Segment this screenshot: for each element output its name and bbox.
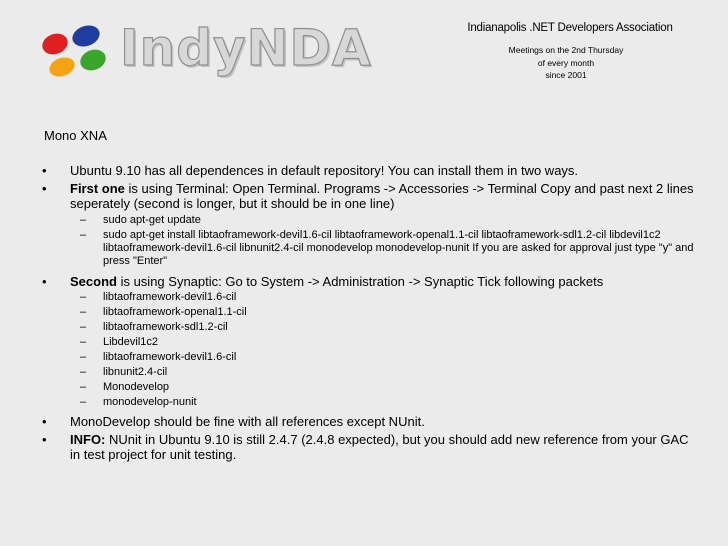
sub-item [40, 291, 700, 304]
sub-text: libtaoframework-openal1.1-cil [103, 306, 247, 318]
bullet-text: NUnit in Ubuntu 9.10 is still 2.4.7 (2.4.8 expected), but you should add new reference from your GAC in test project for unit testing. [70, 431, 689, 462]
bullet-marker: • [42, 163, 47, 178]
bullet-marker: • [42, 431, 47, 447]
bullet-item [40, 432, 700, 463]
bullet-item [40, 414, 700, 430]
meeting-info [496, 44, 636, 82]
sub-item [40, 336, 700, 349]
bullet-marker: • [42, 273, 47, 289]
bullet-text: MonoDevelop should be fine with all references except NUnit. [70, 414, 425, 429]
logo-orange-dot [47, 54, 78, 78]
meeting-line: Meetings on the 2nd Thursday [508, 45, 624, 55]
logo-blue-dot [69, 22, 102, 50]
sub-text: sudo apt-get install libtaoframework-devil1.6-cil libtaoframework-openal1.1-cil libtaoframework-sdl1.2-cil libdevil1c2 libtaoframework-devil1.6-cil libnunit2.4-cil monodevelop monodevelop-nunit If you are asked for approval just type "y" and press "Enter" [103, 228, 694, 267]
indynda-logo-icon [38, 22, 110, 78]
sub-text: libtaoframework-sdl1.2-cil [103, 321, 228, 333]
sub-item [40, 214, 700, 227]
sub-text: Monodevelop [103, 381, 170, 393]
logo-wordmark: IndyNDA [120, 19, 372, 77]
sub-marker: – [80, 336, 87, 348]
sub-text: monodevelop-nunit [103, 396, 197, 408]
sub-item [40, 396, 700, 409]
sub-marker: – [80, 396, 87, 408]
sub-text: Libdevil1c2 [103, 336, 159, 348]
slide-title: Mono XNA [44, 128, 107, 143]
sub-marker: – [80, 351, 87, 363]
bullet-text: Ubuntu 9.10 has all dependences in default repository! You can install them in two ways. [70, 163, 579, 178]
logo-green-dot [77, 46, 108, 74]
sub-marker: – [80, 291, 87, 303]
logo-red-dot [39, 30, 70, 58]
sub-marker: – [80, 228, 87, 241]
bullet-item [40, 181, 700, 212]
meeting-line: since 2001 [545, 70, 587, 80]
sub-text: libnunit2.4-cil [103, 366, 168, 378]
sub-marker: – [80, 306, 87, 318]
sub-text: sudo apt-get update [103, 213, 201, 226]
association-name: Indianapolis .NET Developers Association [467, 22, 673, 34]
sub-text: libtaoframework-devil1.6-cil [103, 291, 237, 303]
sub-item [40, 321, 700, 334]
sub-text: libtaoframework-devil1.6-cil [103, 351, 237, 363]
bullet-marker: • [42, 180, 47, 196]
bullet-bold-text: Second [70, 273, 117, 289]
sub-item [40, 229, 700, 268]
sub-item [40, 366, 700, 379]
sub-item [40, 306, 700, 319]
bullet-list [40, 163, 700, 465]
bullet-marker: • [42, 414, 47, 429]
bullet-bold-text: INFO: [70, 431, 106, 447]
sub-item [40, 381, 700, 394]
sub-marker: – [80, 321, 87, 333]
sub-marker: – [80, 381, 87, 393]
sub-marker: – [80, 213, 87, 226]
bullet-text: is using Synaptic: Go to System -> Administration -> Synaptic Tick following packets [116, 273, 604, 289]
bullet-text: is using Terminal: Open Terminal. Programs -> Accessories -> Terminal Copy and past next 2 lines seperately (second is longer, but it should be in one line) [70, 180, 694, 211]
bullet-bold-text: First one [70, 180, 125, 196]
bullet-item [40, 163, 700, 179]
bullet-item [40, 274, 700, 290]
sub-item [40, 351, 700, 364]
sub-list [40, 291, 700, 409]
sub-list [40, 214, 700, 268]
sub-marker: – [80, 366, 87, 378]
meeting-line: of every month [537, 57, 595, 68]
